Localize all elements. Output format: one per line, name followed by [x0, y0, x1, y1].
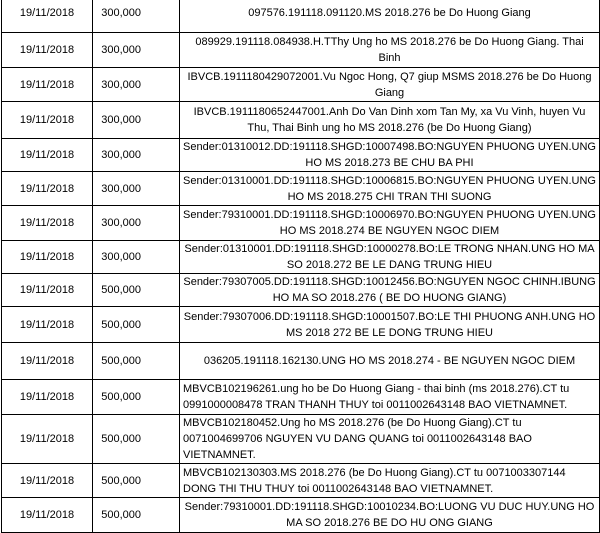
date-cell: 19/11/2018: [2, 172, 93, 206]
table-row: [2, 0, 600, 33]
date-cell: 19/11/2018: [2, 274, 93, 307]
description-cell: Sender:01310012.DD:191118.SHGD:10007498.BO:NGUYEN PHUONG UYEN.UNG HO MS 2018.273 BE CHU BA PHI: [180, 139, 600, 172]
transactions-table: [1, 0, 600, 533]
description-cell: 097576.191118.091120.MS 2018.276 be Do Huong Giang: [180, 0, 600, 33]
table-row: [2, 139, 600, 172]
description-cell: IBVCB.1911180652447001.Anh Do Van Dinh xom Tan My, xa Vu Vinh, huyen Vu Thu, Thai Binh ung ho MS 2018.276 (be Do Huong Giang): [180, 102, 600, 139]
amount-cell: 500,000: [93, 343, 180, 380]
table-row: [2, 33, 600, 68]
description-cell: Sender:79307006.DD:191118.SHGD:10001507.BO:LE THI PHUONG ANH.UNG HO MS 2018 272 BE LE DONG TRUNG HIEU: [180, 307, 600, 343]
date-cell: 19/11/2018: [2, 498, 93, 533]
date-cell: 19/11/2018: [2, 415, 93, 464]
date-cell: 19/11/2018: [2, 33, 93, 68]
date-cell: 19/11/2018: [2, 241, 93, 274]
amount-cell: 300,000: [93, 241, 180, 274]
description-cell: Sender:79307005.DD:191118.SHGD:10012456.BO:NGUYEN NGOC CHINH.IBUNG HO MA SO 2018.276 ( BE DO HUONG GIANG): [180, 274, 600, 307]
amount-cell: 500,000: [93, 307, 180, 343]
amount-cell: 500,000: [93, 464, 180, 498]
amount-cell: 300,000: [93, 33, 180, 68]
date-cell: 19/11/2018: [2, 0, 93, 33]
amount-cell: 500,000: [93, 274, 180, 307]
date-cell: 19/11/2018: [2, 380, 93, 415]
date-cell: 19/11/2018: [2, 307, 93, 343]
date-cell: 19/11/2018: [2, 206, 93, 241]
description-cell: 036205.191118.162130.UNG HO MS 2018.274 - BE NGUYEN NGOC DIEM: [180, 343, 600, 380]
amount-cell: 300,000: [93, 139, 180, 172]
table-row: [2, 172, 600, 206]
transactions-body: [2, 0, 600, 533]
amount-cell: 300,000: [93, 172, 180, 206]
amount-cell: 500,000: [93, 380, 180, 415]
table-row: [2, 498, 600, 533]
amount-cell: 300,000: [93, 102, 180, 139]
table-row: [2, 206, 600, 241]
table-row: [2, 274, 600, 307]
table-row: [2, 380, 600, 415]
date-cell: 19/11/2018: [2, 102, 93, 139]
table-row: [2, 68, 600, 102]
description-cell: MBVCB102130303.MS 2018.276 (be Do Huong Giang).CT tu 0071003307144 DONG THI THU THUY toi 0011002643148 BAO VIETNAMNET.: [180, 464, 600, 498]
table-row: [2, 415, 600, 464]
date-cell: 19/11/2018: [2, 68, 93, 102]
date-cell: 19/11/2018: [2, 464, 93, 498]
description-cell: Sender:01310001.DD:191118.SHGD:10006815.BO:NGUYEN PHUONG UYEN.UNG HO MS 2018.275 CHI TRAN THI SUONG: [180, 172, 600, 206]
table-row: [2, 307, 600, 343]
table-row: [2, 464, 600, 498]
description-cell: Sender:79310001.DD:191118.SHGD:10010234.BO:LUONG VU DUC HUY.UNG HO MA SO 2018.276 BE DO HU ONG GIANG: [180, 498, 600, 533]
table-row: [2, 102, 600, 139]
amount-cell: 300,000: [93, 0, 180, 33]
amount-cell: 500,000: [93, 498, 180, 533]
description-cell: IBVCB.1911180429072001.Vu Ngoc Hong, Q7 giup MSMS 2018.276 be Do Huong Giang: [180, 68, 600, 102]
amount-cell: 300,000: [93, 206, 180, 241]
amount-cell: 500,000: [93, 415, 180, 464]
description-cell: 089929.191118.084938.H.TThy Ung ho MS 2018.276 be Do Huong Giang. Thai Binh: [180, 33, 600, 68]
amount-cell: 300,000: [93, 68, 180, 102]
description-cell: MBVCB102180452.Ung ho MS 2018.276 (be Do Huong Giang).CT tu 0071004699706 NGUYEN VU DANG QUANG toi 0011002643148 BAO VIETNAMNET.: [180, 415, 600, 464]
table-row: [2, 343, 600, 380]
description-cell: Sender:01310001.DD:191118.SHGD:10000278.BO:LE TRONG NHAN.UNG HO MA SO 2018.272 BE LE DANG TRUNG HIEU: [180, 241, 600, 274]
description-cell: MBVCB102196261.ung ho be Do Huong Giang - thai binh (ms 2018.276).CT tu 0991000008478 TRAN THANH THUY toi 0011002643148 BAO VIETNAMNET.: [180, 380, 600, 415]
date-cell: 19/11/2018: [2, 343, 93, 380]
description-cell: Sender:79310001.DD:191118.SHGD:10006970.BO:NGUYEN PHUONG UYEN.UNG HO MS 2018.274 BE NGUYEN NGOC DIEM: [180, 206, 600, 241]
date-cell: 19/11/2018: [2, 139, 93, 172]
table-row: [2, 241, 600, 274]
